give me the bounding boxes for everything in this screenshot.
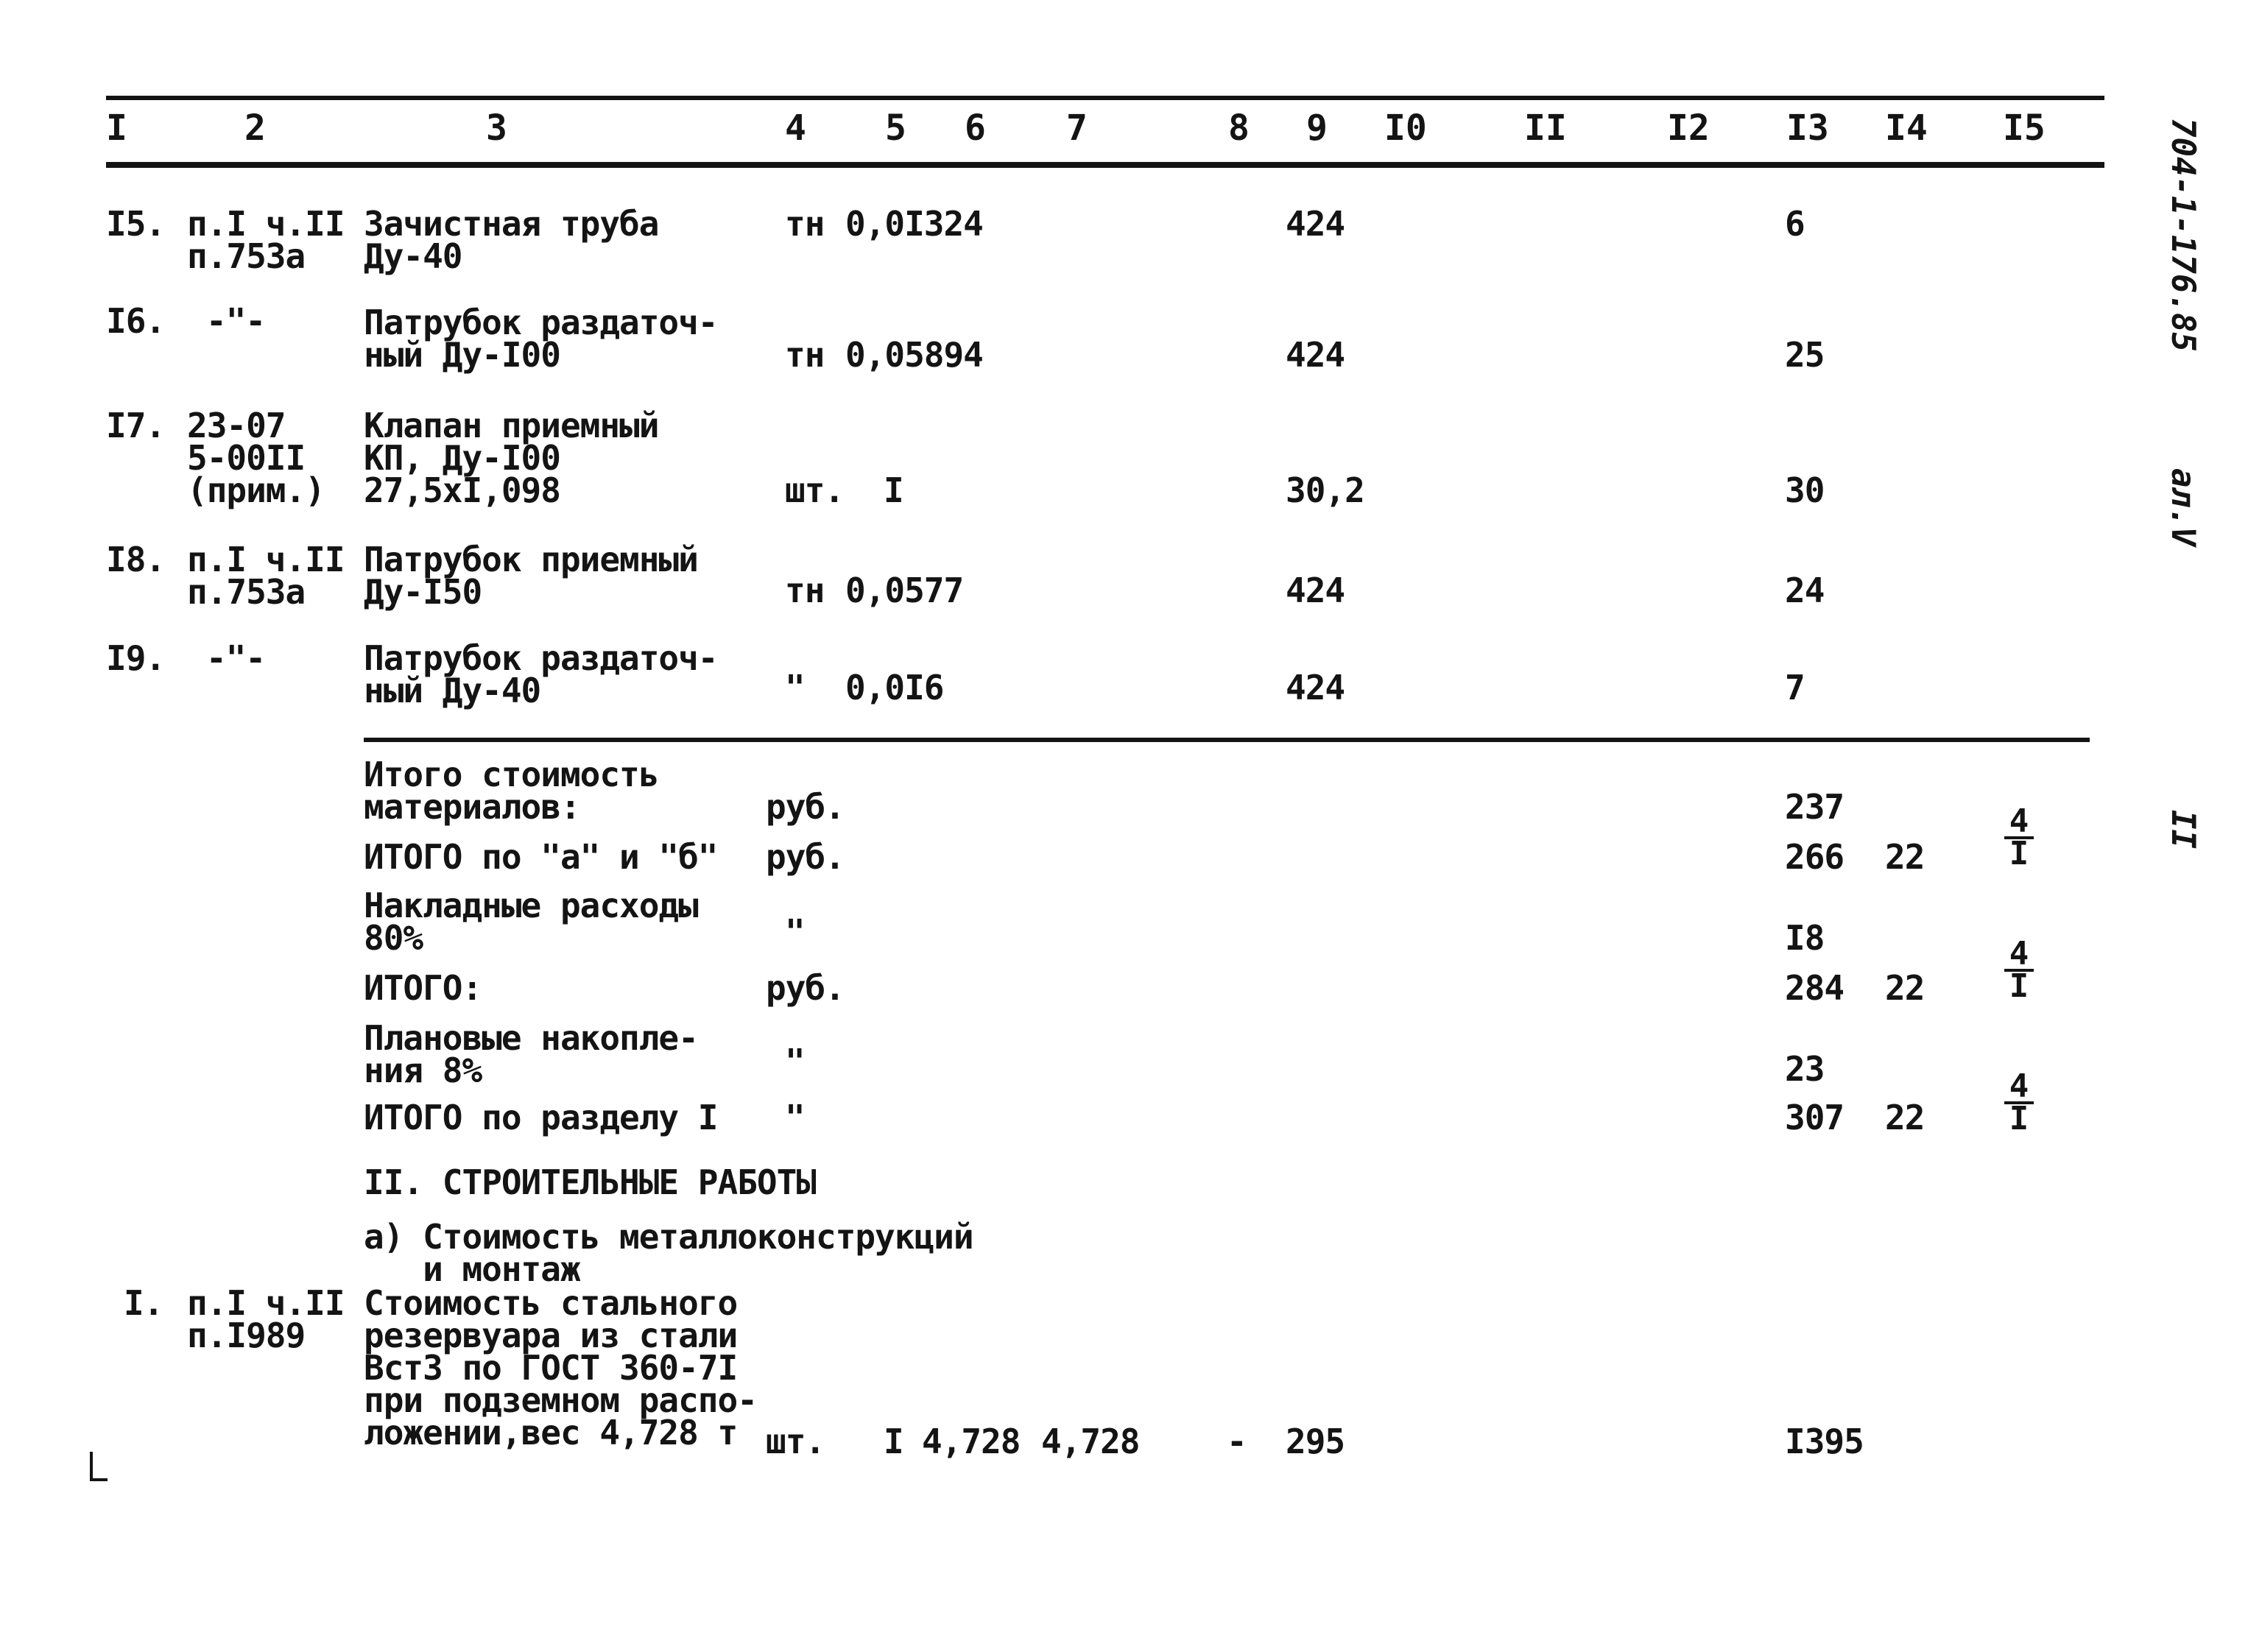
col-header-3: 3 bbox=[486, 107, 507, 149]
row-col9: 295 bbox=[1286, 1422, 1345, 1461]
total-col13: I8 bbox=[1785, 918, 1825, 958]
row-col6: 4,728 bbox=[922, 1422, 1021, 1461]
row-col9: 424 bbox=[1286, 668, 1345, 707]
total-col13: 266 bbox=[1785, 837, 1845, 877]
fraction-numerator: 4 bbox=[2004, 939, 2034, 972]
col-header-7: 7 bbox=[1066, 107, 1088, 149]
row-reference: -"- bbox=[206, 638, 266, 678]
total-label: ИТОГО: bbox=[364, 968, 482, 1008]
row-col9: 424 bbox=[1286, 335, 1345, 375]
total-unit: руб. bbox=[766, 787, 845, 827]
row-quantity: 0,0I6 bbox=[845, 668, 944, 707]
total-col13: 23 bbox=[1785, 1049, 1825, 1089]
total-label: Плановые накопле- ния 8% bbox=[364, 1018, 698, 1090]
row-unit: тн bbox=[785, 204, 825, 244]
total-label: ИТОГО по "а" и "б" bbox=[364, 837, 718, 877]
row-reference: п.I ч.II п.753а bbox=[187, 204, 345, 276]
corner-mark-vertical bbox=[90, 1452, 93, 1481]
row-col9: 424 bbox=[1286, 571, 1345, 610]
col-header-13: I3 bbox=[1786, 107, 1829, 149]
total-col14: 22 bbox=[1885, 968, 1925, 1008]
row-number: I9. bbox=[106, 638, 166, 678]
row-col13: 25 bbox=[1785, 335, 1825, 375]
row-col13: 7 bbox=[1785, 668, 1805, 707]
section-title: II. СТРОИТЕЛЬНЫЕ РАБОТЫ bbox=[364, 1162, 816, 1202]
total-col13: 284 bbox=[1785, 968, 1845, 1008]
row-reference: п.I ч.II п.I989 bbox=[187, 1283, 345, 1355]
row-unit: тн bbox=[785, 571, 825, 610]
row-name: Зачистная труба Ду-40 bbox=[364, 204, 659, 276]
total-unit: " bbox=[785, 1042, 805, 1081]
row-unit: шт. bbox=[785, 470, 845, 510]
row-quantity: 0,05894 bbox=[845, 335, 983, 375]
col-header-12: I2 bbox=[1667, 107, 1710, 149]
total-unit: руб. bbox=[766, 968, 845, 1008]
total-unit: " bbox=[785, 1098, 805, 1137]
total-col15-fraction bbox=[2004, 1067, 2034, 1137]
row-name: Клапан приемный КП, Ду-I00 27,5хI,098 bbox=[364, 406, 659, 510]
row-number: I6. bbox=[106, 301, 166, 341]
row-quantity: 0,0I324 bbox=[845, 204, 983, 244]
col-header-15: I5 bbox=[2003, 107, 2046, 149]
row-name: Стоимость стального резервуара из стали Вст3 по ГОСТ 360-7I при подземном распо- ложении,вес 4,728 т bbox=[364, 1283, 757, 1452]
row-col8: - bbox=[1227, 1422, 1247, 1461]
row-col13: 6 bbox=[1785, 204, 1805, 244]
row-number: I. bbox=[124, 1283, 163, 1323]
col-header-2: 2 bbox=[244, 107, 266, 149]
row-unit: шт. bbox=[766, 1422, 825, 1461]
row-unit: " bbox=[785, 668, 805, 707]
total-col13: 237 bbox=[1785, 787, 1845, 827]
fraction-denominator: I bbox=[2009, 967, 2029, 1005]
fraction-denominator: I bbox=[2009, 1100, 2029, 1137]
col-header-10: I0 bbox=[1384, 107, 1427, 149]
row-unit: тн bbox=[785, 335, 825, 375]
col-header-1: I bbox=[106, 107, 127, 149]
section-subtitle: а) Стоимость металлоконструкций и монтаж bbox=[364, 1217, 973, 1289]
row-number: I5. bbox=[106, 204, 166, 244]
album-number: ал.V bbox=[2164, 468, 2202, 546]
col-header-4: 4 bbox=[785, 107, 806, 149]
total-label: Итого стоимость материалов: bbox=[364, 755, 659, 827]
section-mark: II bbox=[2164, 810, 2202, 849]
total-col14: 22 bbox=[1885, 837, 1925, 877]
col-header-5: 5 bbox=[885, 107, 906, 149]
total-label: ИТОГО по разделу I bbox=[364, 1098, 718, 1137]
row-number: I8. bbox=[106, 540, 166, 579]
row-name: Патрубок раздаточ- ный Ду-I00 bbox=[364, 303, 718, 375]
row-number: I7. bbox=[106, 406, 166, 445]
total-unit: руб. bbox=[766, 837, 845, 877]
row-col13: 30 bbox=[1785, 470, 1825, 510]
totals-divider-rule bbox=[364, 738, 2090, 742]
total-col15-fraction bbox=[2004, 935, 2034, 1005]
col-header-11: II bbox=[1524, 107, 1567, 149]
row-col13: 24 bbox=[1785, 571, 1825, 610]
row-quantity: I bbox=[884, 470, 903, 510]
corner-mark-horizontal bbox=[90, 1478, 108, 1481]
col-header-6: 6 bbox=[965, 107, 986, 149]
total-label: Накладные расходы 80% bbox=[364, 886, 698, 958]
total-col13: 307 bbox=[1785, 1098, 1845, 1137]
col-header-14: I4 bbox=[1885, 107, 1928, 149]
header-top-rule bbox=[106, 96, 2104, 100]
col-header-9: 9 bbox=[1306, 107, 1328, 149]
fraction-denominator: I bbox=[2009, 835, 2029, 872]
row-reference: -"- bbox=[206, 301, 266, 341]
row-reference: 23-07 5-00II (прим.) bbox=[187, 406, 325, 510]
col-header-8: 8 bbox=[1228, 107, 1250, 149]
row-name: Патрубок приемный Ду-I50 bbox=[364, 540, 698, 612]
row-name: Патрубок раздаточ- ный Ду-40 bbox=[364, 638, 718, 710]
document-code: 704-1-176.85 bbox=[2164, 118, 2202, 352]
row-reference: п.I ч.II п.753а bbox=[187, 540, 345, 612]
row-col9: 30,2 bbox=[1286, 470, 1364, 510]
row-col9: 424 bbox=[1286, 204, 1345, 244]
total-col14: 22 bbox=[1885, 1098, 1925, 1137]
row-col7: 4,728 bbox=[1041, 1422, 1140, 1461]
row-col13: I395 bbox=[1785, 1422, 1864, 1461]
header-bottom-rule bbox=[106, 162, 2104, 168]
total-col15-fraction bbox=[2004, 802, 2034, 872]
row-quantity: I bbox=[884, 1422, 903, 1461]
total-unit: " bbox=[785, 912, 805, 952]
fraction-numerator: 4 bbox=[2004, 1072, 2034, 1104]
row-quantity: 0,0577 bbox=[845, 571, 964, 610]
fraction-numerator: 4 bbox=[2004, 807, 2034, 839]
